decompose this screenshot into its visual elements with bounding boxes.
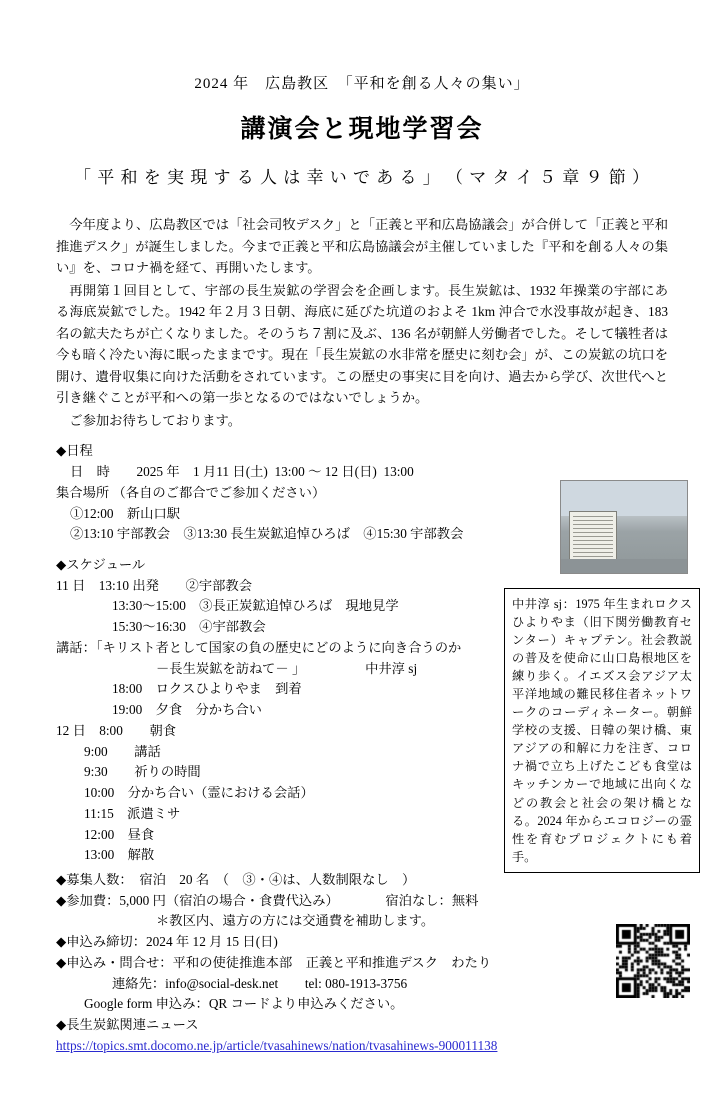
google-form-qr-code[interactable] (616, 924, 690, 998)
schedule-time: 11:15 (84, 805, 114, 821)
schedule-time: 9:00 (84, 743, 108, 759)
paragraph-1: 今年度より、広島教区では「社会司牧デスク」と「正義と平和広島協議会」が合併して「正義と平和推進デスク」が誕生しました。今まで正義と平和広島協議会が主催していました『平和を創る人々の集い』を、コロナ禍を経て、再開いたします。 (56, 217, 668, 276)
news-link[interactable]: https://topics.smt.docomo.ne.jp/article/tvasahinews/nation/tvasahinews-900011138 (56, 1037, 498, 1053)
schedule-content: 派遣ミサ (127, 805, 181, 821)
header-subline: 2024 年 広島教区 「平和を創る人々の集い」 (194, 76, 530, 92)
google-form-line: Google form 申込み：QR コードより申込みください。 (84, 996, 404, 1012)
schedule-time: 13:00 (84, 847, 115, 863)
schedule-time: 18:00 (112, 681, 143, 697)
schedule-content: 朝食 (149, 722, 177, 738)
schedule-time: 9:30 (84, 764, 108, 780)
flyer-page (0, 72, 724, 1096)
capacity-line: ◆募集人数： 宿泊 20 名 （ ③・④は、人数制限なし ） (56, 872, 416, 887)
fee-line: ◆参加費：5,000 円（宿泊の場合・食費代込み） 宿泊なし：無料 (56, 892, 479, 908)
schedule-date: 12 日 (56, 722, 86, 738)
paragraph-2: 再開第１回目として、宇部の長生炭鉱の学習会を企画します。長生炭鉱は、1932 年操業の宇部にある海底炭鉱でした。1942 年２月３日朝、海底に延びた坑道のおよそ 1km 沖合で水没事故が起き、183 名の鉱夫たちが亡くなりました。そのうち７割に及ぶ、136 名が朝鮮人労働者でした。そして犠牲者は今も暗く冷たい海に眠ったままです。現在「長生炭鉱の水非常を歴史に刻む会」が、この炭鉱の坑口を開け、遺骨収集に向けた活動をされています。この歴史の事実に目を向け、過去から学び、次世代へと引き継ぐことが平和への第一歩となるのではないでしょうか。 (56, 282, 668, 406)
info-section (56, 870, 668, 1057)
schedule-time: 8:00 (99, 722, 123, 738)
schedule-content: 講話 (134, 743, 161, 759)
schedule-content: 分かち合い（霊における会話） (127, 785, 314, 801)
talk-title-line1: 講話：「キリスト者として国家の負の歴史にどのように向き合うのか (56, 639, 462, 655)
page-subtitle: 「 平 和 を 実 現 す る 人 は 幸 い で あ る 」 （ マ タ イ ５ 章 ９ 節 ） (74, 168, 650, 187)
page-title: 講演会と現地学習会 (240, 116, 484, 143)
schedule-heading-program: ◆スケジュール (56, 556, 146, 572)
intro-body (56, 214, 668, 431)
speaker-bio-box (504, 588, 700, 873)
schedule-content: 夕食 分かち合い (155, 702, 262, 718)
fee-note: ＊教区内、遠方の方には交通費を補助します。 (156, 913, 435, 929)
schedule-content: 祈りの時間 (134, 764, 201, 780)
contact-detail-line: 連絡先：info@social-desk.net tel: 080-1913-3756 (112, 975, 408, 991)
schedule-content: 昼食 (127, 826, 155, 842)
news-heading: ◆長生炭鉱関連ニュース (56, 1017, 199, 1033)
schedule-time: 15:30～16:30 (112, 619, 186, 635)
schedule-time: 13:10 出発 (98, 577, 159, 593)
paragraph-3: ご参加お待ちしております。 (69, 412, 242, 428)
contact-line: ◆申込み・問合せ：平和の使徒推進本部 正義と平和推進デスク わたり (56, 954, 492, 970)
speaker-bio-text: 中井淳 sj：1975 年生まれロクスひよりやま（旧下関労働教育センター）キャプテン。社会教説の普及を使命に山口島根地区を練り歩く。イエズス会アジア太平洋地域の難民移住者ネットワークのコーディネーター。朝鮮学校の支援、日韓の架け橋、東アジアの和解に力を注ぎ、コロナ禍で立ち上げたこども食堂はキッチンカーで地域に出向くなどの教会と社会の架け橋となる。2024 年からエコロジーの霊性を育むプロジェクトにも着手。 (512, 597, 692, 864)
memorial-site-photo (560, 480, 688, 574)
schedule-heading-date: ◆日程 (56, 443, 93, 459)
schedule-time: 19:00 (112, 702, 143, 718)
schedule-content: ④宇部教会 (199, 619, 266, 635)
meeting-item: ②13:10 宇部教会 ③13:30 長生炭鉱追悼ひろば ④15:30 宇部教会 (70, 526, 464, 542)
date-time-line: 日 時 2025 年 1 月11 日(土) 13:00 ～ 12 日(日) 13:00 (70, 464, 414, 480)
qr-canvas (616, 924, 690, 998)
schedule-content: ②宇部教会 (185, 577, 253, 593)
meeting-item: ①12:00 新山口駅 (70, 505, 181, 521)
talk-title-line2: －長生炭鉱を訪ねて－ 」 中井淳 sj (156, 660, 418, 676)
schedule-time: 12:00 (84, 826, 115, 842)
schedule-time: 13:30～15:00 (112, 598, 186, 614)
photo-ground (561, 559, 687, 573)
schedule-date: 11 日 (56, 577, 86, 593)
deadline-line: ◆申込み締切：2024 年 12 月 15 日(日) (56, 934, 278, 950)
photo-signboard (569, 511, 617, 565)
schedule-content: 解散 (127, 847, 155, 863)
meeting-place-label: 集合場所 （各自のご都合でご参加ください） (56, 484, 326, 500)
schedule-content: ③長正炭鉱追悼ひろば 現地見学 (199, 598, 399, 614)
schedule-content: ロクスひよりやま 到着 (155, 681, 302, 697)
schedule-time: 10:00 (84, 785, 115, 801)
